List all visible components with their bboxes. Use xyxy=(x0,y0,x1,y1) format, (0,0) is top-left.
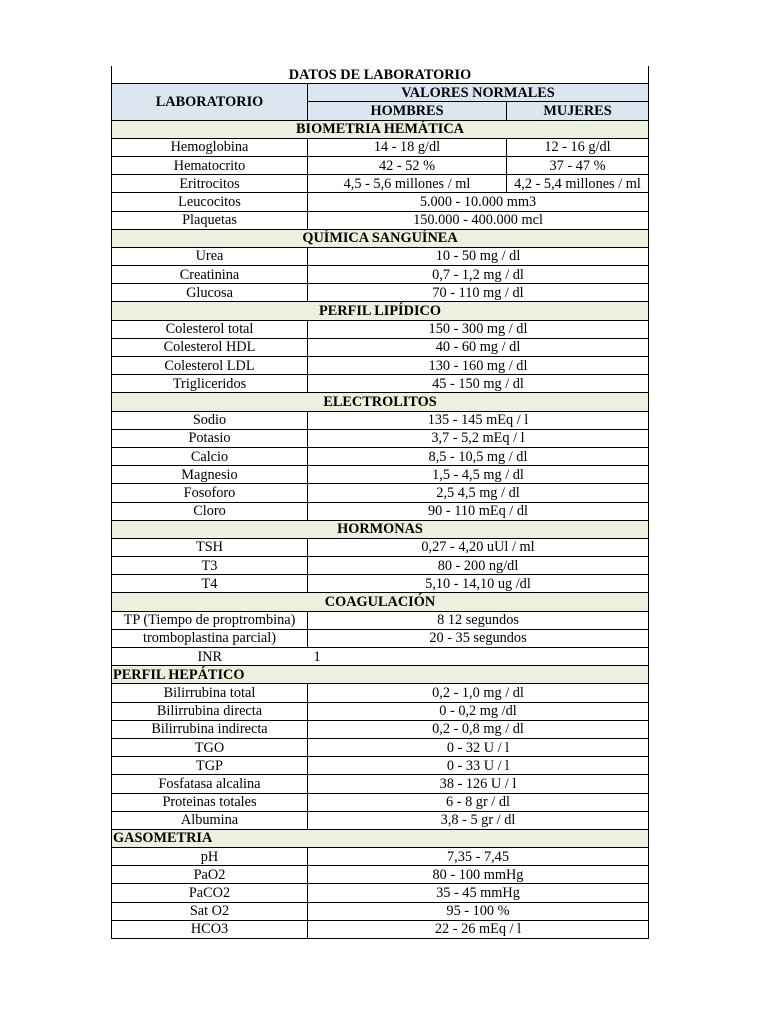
section-row xyxy=(112,666,649,684)
lab-name: Cloro xyxy=(112,502,308,520)
lab-value-mujeres: 37 - 47 % xyxy=(507,156,649,174)
table-row xyxy=(112,629,649,647)
header-hombres: HOMBRES xyxy=(308,102,507,120)
lab-name: pH xyxy=(112,848,308,866)
section-row xyxy=(112,829,649,847)
lab-value: 5.000 - 10.000 mm3 xyxy=(308,193,649,211)
table-row xyxy=(112,884,649,902)
lab-value: 38 - 126 U / l xyxy=(308,775,649,793)
lab-name: Proteinas totales xyxy=(112,793,308,811)
lab-value: 0 - 33 U / l xyxy=(308,757,649,775)
lab-name: Colesterol HDL xyxy=(112,338,308,356)
lab-name: Bilirrubina indirecta xyxy=(112,720,308,738)
table-row xyxy=(112,793,649,811)
table-row xyxy=(112,156,649,174)
lab-value: 20 - 35 segundos xyxy=(308,629,649,647)
lab-value: 130 - 160 mg / dl xyxy=(308,357,649,375)
lab-name: Hemoglobina xyxy=(112,138,308,156)
table-row xyxy=(112,648,649,666)
section-quimica: QUÍMICA SANGUÍNEA xyxy=(112,229,649,247)
table-row xyxy=(112,502,649,520)
lab-name: Albumina xyxy=(112,811,308,829)
lab-name: Fosfatasa alcalina xyxy=(112,775,308,793)
table-row xyxy=(112,775,649,793)
lab-name: Glucosa xyxy=(112,284,308,302)
lab-value: 150 - 300 mg / dl xyxy=(308,320,649,338)
lab-value: 0,2 - 1,0 mg / dl xyxy=(308,684,649,702)
table-row xyxy=(112,284,649,302)
table-row xyxy=(112,138,649,156)
lab-value: 1,5 - 4,5 mg / dl xyxy=(308,466,649,484)
table-row xyxy=(112,757,649,775)
lab-name: Bilirrubina directa xyxy=(112,702,308,720)
lab-value: 5,10 - 14,10 ug /dl xyxy=(308,575,649,593)
lab-name: Sodio xyxy=(112,411,308,429)
table-row xyxy=(112,211,649,229)
table-row xyxy=(112,738,649,756)
lab-value: 0 - 0,2 mg /dl xyxy=(308,702,649,720)
table-row xyxy=(112,175,649,193)
lab-name: PaO2 xyxy=(112,866,308,884)
table-row xyxy=(112,320,649,338)
lab-name: Creatinina xyxy=(112,266,308,284)
table-row xyxy=(112,429,649,447)
section-row xyxy=(112,229,649,247)
table-row xyxy=(112,702,649,720)
section-hormonas: HORMONAS xyxy=(112,520,649,538)
table-row xyxy=(112,338,649,356)
table-row xyxy=(112,193,649,211)
lab-value-mujeres: 4,2 - 5,4 millones / ml xyxy=(507,175,649,193)
lab-value: 0,2 - 0,8 mg / dl xyxy=(308,720,649,738)
lab-name: Plaquetas xyxy=(112,211,308,229)
lab-name: Urea xyxy=(112,247,308,265)
lab-value-mujeres: 12 - 16 g/dl xyxy=(507,138,649,156)
section-row xyxy=(112,302,649,320)
table-row xyxy=(112,466,649,484)
lab-name: Potasio xyxy=(112,429,308,447)
lab-value: 35 - 45 mmHg xyxy=(308,884,649,902)
lab-values-table xyxy=(111,66,649,939)
lab-name: Calcio xyxy=(112,447,308,465)
lab-value: 135 - 145 mEq / l xyxy=(308,411,649,429)
section-perfil-lipidico: PERFIL LIPÍDICO xyxy=(112,302,649,320)
section-row xyxy=(112,520,649,538)
lab-name: Hematocrito xyxy=(112,156,308,174)
section-perfil-hepatico: PERFIL HEPÁTICO xyxy=(112,666,649,684)
lab-value: 7,35 - 7,45 xyxy=(308,848,649,866)
section-row xyxy=(112,593,649,611)
section-row xyxy=(112,393,649,411)
lab-name: T4 xyxy=(112,575,308,593)
lab-value: 6 - 8 gr / dl xyxy=(308,793,649,811)
lab-name: TGO xyxy=(112,738,308,756)
lab-name: Magnesio xyxy=(112,466,308,484)
table-row xyxy=(112,575,649,593)
table-row xyxy=(112,247,649,265)
table-row xyxy=(112,357,649,375)
table-row xyxy=(112,866,649,884)
table-row xyxy=(112,375,649,393)
section-coagulacion: COAGULACIÓN xyxy=(112,593,649,611)
section-row xyxy=(112,120,649,138)
lab-name: Leucocitos xyxy=(112,193,308,211)
lab-value: 80 - 200 ng/dl xyxy=(308,557,649,575)
table-row xyxy=(112,538,649,556)
table-row xyxy=(112,411,649,429)
table-row xyxy=(112,684,649,702)
lab-value: 80 - 100 mmHg xyxy=(308,866,649,884)
lab-value: 10 - 50 mg / dl xyxy=(308,247,649,265)
table-row xyxy=(112,266,649,284)
lab-value: 0,27 - 4,20 uUl / ml xyxy=(308,538,649,556)
section-electrolitos: ELECTROLITOS xyxy=(112,393,649,411)
lab-name: TGP xyxy=(112,757,308,775)
header-laboratorio: LABORATORIO xyxy=(112,84,308,120)
table-row xyxy=(112,611,649,629)
lab-name: PaCO2 xyxy=(112,884,308,902)
lab-value: 95 - 100 % xyxy=(308,902,649,920)
lab-name: Sat O2 xyxy=(112,902,308,920)
lab-name: Colesterol LDL xyxy=(112,357,308,375)
lab-value-hombres: 14 - 18 g/dl xyxy=(308,138,507,156)
lab-name: Eritrocitos xyxy=(112,175,308,193)
lab-name: HCO3 xyxy=(112,920,308,938)
lab-name: tromboplastina parcial) xyxy=(112,629,308,647)
lab-value: 2,5 4,5 mg / dl xyxy=(308,484,649,502)
table-row xyxy=(112,848,649,866)
header-mujeres: MUJERES xyxy=(507,102,649,120)
lab-value: 22 - 26 mEq / l xyxy=(308,920,649,938)
lab-value: 150.000 - 400.000 mcl xyxy=(308,211,649,229)
lab-name: TP (Tiempo de proptrombina) xyxy=(112,611,308,629)
lab-value: 70 - 110 mg / dl xyxy=(308,284,649,302)
table-title: DATOS DE LABORATORIO xyxy=(112,66,649,84)
lab-value: 3,7 - 5,2 mEq / l xyxy=(308,429,649,447)
header-row xyxy=(112,84,649,102)
lab-value: 8 12 segundos xyxy=(308,611,649,629)
lab-name: Trigliceridos xyxy=(112,375,308,393)
lab-value-hombres: 42 - 52 % xyxy=(308,156,507,174)
table-row xyxy=(112,557,649,575)
lab-name: T3 xyxy=(112,557,308,575)
lab-name: TSH xyxy=(112,538,308,556)
lab-name: Fosoforo xyxy=(112,484,308,502)
lab-name: Colesterol total xyxy=(112,320,308,338)
lab-value: 40 - 60 mg / dl xyxy=(308,338,649,356)
lab-value: 45 - 150 mg / dl xyxy=(308,375,649,393)
lab-name: Bilirrubina total xyxy=(112,684,308,702)
table-row xyxy=(112,920,649,938)
lab-value-hombres: 4,5 - 5,6 millones / ml xyxy=(308,175,507,193)
table-row xyxy=(112,902,649,920)
title-row xyxy=(112,66,649,84)
section-gasometria: GASOMETRIA xyxy=(112,829,649,847)
header-valores-normales: VALORES NORMALES xyxy=(308,84,649,102)
lab-value: 0,7 - 1,2 mg / dl xyxy=(308,266,649,284)
table-row xyxy=(112,811,649,829)
table-row xyxy=(112,720,649,738)
lab-value: 3,8 - 5 gr / dl xyxy=(308,811,649,829)
lab-value: 90 - 110 mEq / dl xyxy=(308,502,649,520)
lab-value: 0 - 32 U / l xyxy=(308,738,649,756)
table-row xyxy=(112,447,649,465)
lab-name: INR xyxy=(112,648,308,666)
lab-value: 8,5 - 10,5 mg / dl xyxy=(308,447,649,465)
section-biometria: BIOMETRIA HEMÁTICA xyxy=(112,120,649,138)
table-row xyxy=(112,484,649,502)
lab-value: 1 xyxy=(308,648,649,666)
